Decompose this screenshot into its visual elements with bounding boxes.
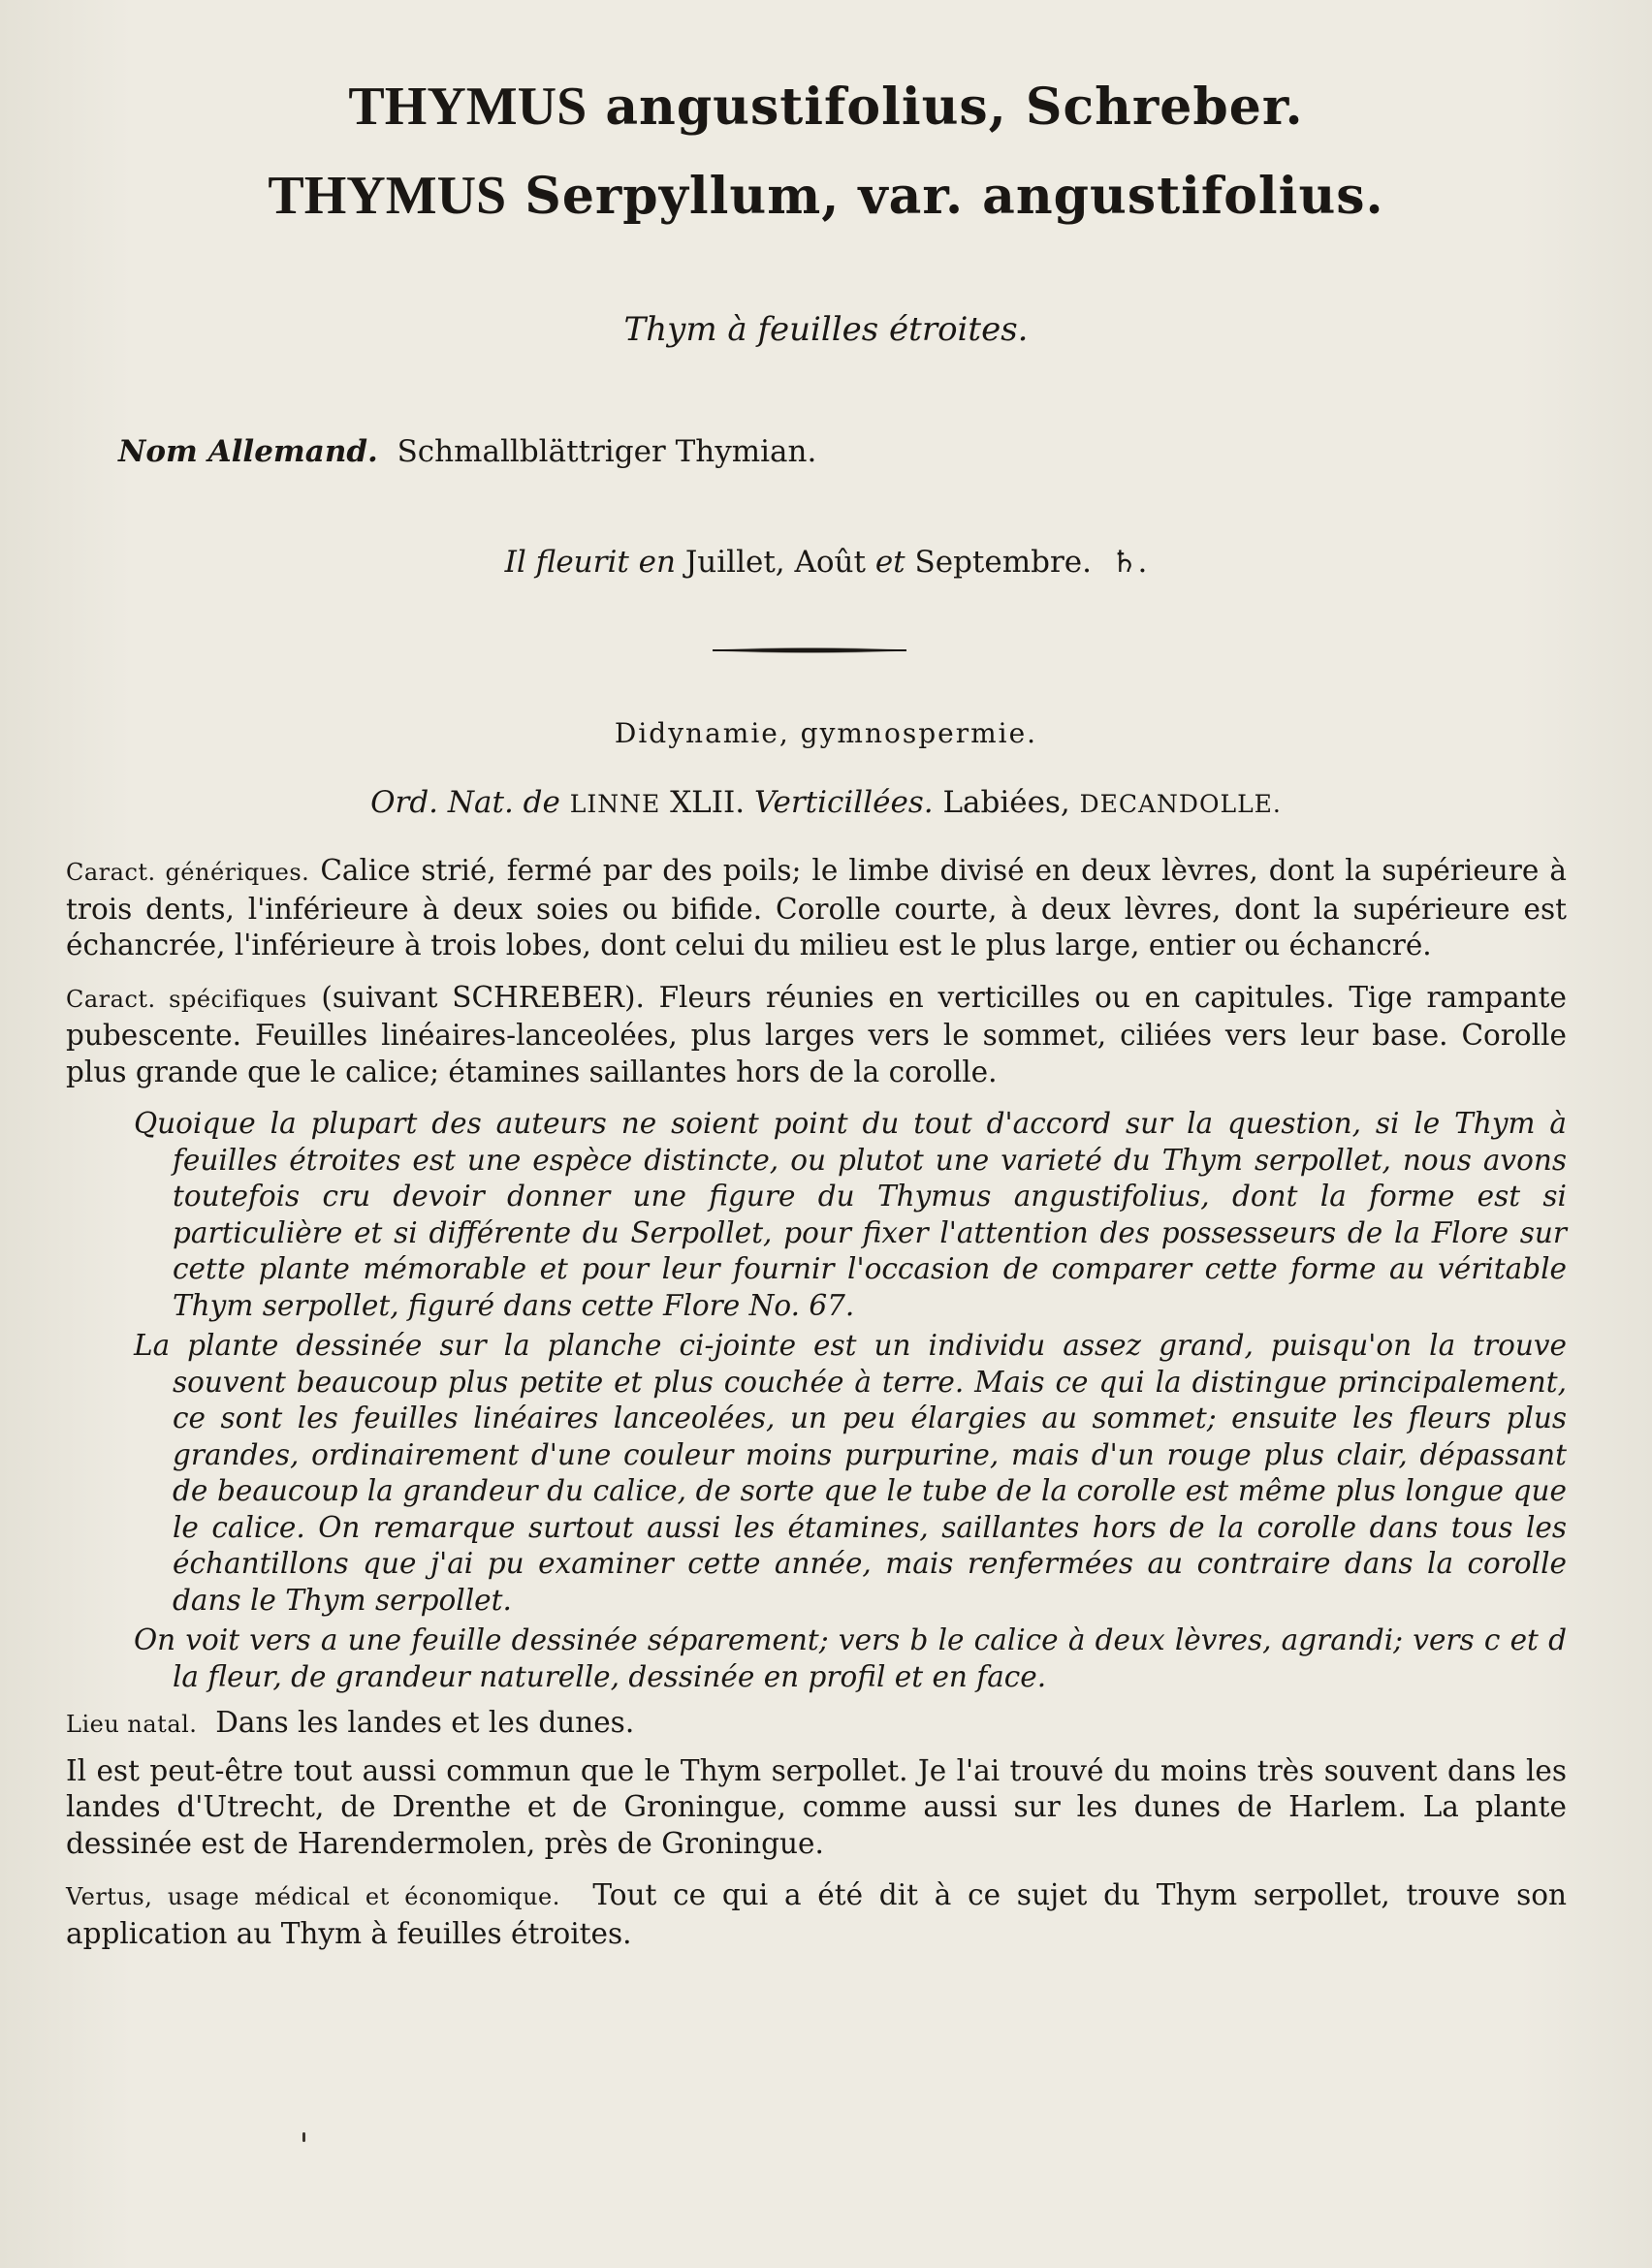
print-speck: [302, 2132, 305, 2142]
common-name: Thym à feuilles étroites.: [623, 310, 1029, 349]
german-name-value: Schmallblättriger Thymian.: [397, 434, 817, 469]
habitat-label: Lieu natal.: [66, 1711, 198, 1738]
virtues-text: Tout ce qui a été dit à ce sujet du Thym serpollet, trouve son application au Thym à feuilles étroites.: [66, 1878, 1567, 1950]
observation-paragraph-1: Quoique la plupart des auteurs ne soient point du tout d'accord sur la question, si le Thym à feuilles étroites est une espèce distincte, ou plutot une varieté du Thym serpollet, nous avons toutefois cru devoir donner une figure du Thymus angustifolius, dont la forme est si particulière et si différente du Serpollet, pour fixer l'attention des possesseurs de la Flore sur cette plante mémorable et pour leur fournir l'occasion de comparer cette forme au véritable Thym serpollet, figuré dans cette Flore No. 67.: [134, 1107, 1567, 1322]
observation-paragraph-3: On voit vers a une feuille dessinée séparement; vers b le calice à deux lèvres, agrandi; vers c et d la fleur, de grandeur naturelle, dessinée en profil et en face.: [134, 1623, 1567, 1693]
habitat-text: Dans les landes et les dunes.: [215, 1706, 635, 1739]
habitat: [66, 1705, 1567, 1744]
observation-paragraph-2: La plante dessinée sur la planche ci-jointe est un individu assez grand, puisqu'on la trouve souvent beaucoup plus petite et plus couchée à terre. Mais ce qui la distingue principalement, ce sont les feuilles linéaires lanceolées, un peu élargies au sommet; ensuite les fleurs plus grandes, ordinairement d'une couleur moins purpurine, mais d'un rouge plus clair, dépassant de beaucoup la grandeur du calice, de sorte que le tube de la corolle est même plus longue que le calice. On remarque surtout aussi les étamines, saillantes hors de la corolle dans tous les échantillons que j'ai pu examiner cette année, mais renfermées au contraire dans la corolle dans le Thym serpollet.: [134, 1329, 1567, 1617]
specific-text: Fleurs réunies en verticilles ou en capitules. Tige rampante pubescente. Feuilles linéaires-lanceolées, plus larges vers le sommet, ciliées vers leur base. Corolle plus grande que le calice; étamines saillantes hors de la corolle.: [66, 980, 1567, 1088]
order-number: XLII.: [670, 785, 746, 820]
german-name-label: Nom Allemand.: [118, 434, 378, 469]
habitat-detail: Il est peut-être tout aussi commun que le Thym serpollet. Je l'ai trouvé du moins très souvent dans les landes d'Utrecht, de Drenthe et de Groningue, comme aussi sur les dunes de Harlem. La plante dessinée est de Harendermolen, près de Groningue.: [66, 1753, 1567, 1860]
specific-characters: [66, 980, 1567, 1091]
virtues-label: Vertus, usage médical et économique.: [66, 1883, 560, 1910]
generic-characters: [66, 853, 1567, 964]
german-name: [118, 434, 816, 469]
description-body: [66, 853, 1567, 1968]
virtues: [66, 1877, 1567, 1952]
flowering-et: et: [874, 545, 905, 580]
linnaean-classification: Didynamie, gymnospermie.: [614, 717, 1038, 749]
order-verticillees: Verticillées.: [753, 785, 934, 820]
title-genus-1: THYMUS: [348, 77, 588, 137]
generic-label: Caract. génériques.: [66, 859, 310, 886]
specific-source: (suivant SCHREBER).: [321, 980, 645, 1014]
title-species-2: Serpyllum, var. angustifolius.: [506, 167, 1384, 226]
order-prefix: Ord. Nat. de: [370, 785, 560, 820]
flowering-prefix: Il fleurit en: [504, 545, 676, 580]
title-species-1: angustifolius, Schreber.: [587, 78, 1304, 137]
order-labiees: Labiées,: [942, 785, 1070, 820]
flowering-period: [0, 545, 1652, 580]
title-line-2: [0, 165, 1652, 227]
decorative-rule-swell: [713, 647, 906, 653]
order-decandolle: DECANDOLLE.: [1079, 790, 1282, 818]
title-genus-2: THYMUS: [268, 166, 507, 226]
flowering-months-b: Septembre.: [914, 545, 1092, 580]
generic-text: Calice strié, fermé par des poils; le limbe divisé en deux lèvres, dont la supérieure à trois dents, l'inférieure à deux soies ou bifide. Corolle courte, à deux lèvres, dont la supérieure est échancrée, l'inférieure à trois lobes, dont celui du milieu est le plus large, entier ou échancré.: [66, 854, 1567, 961]
specific-label: Caract. spécifiques: [66, 985, 307, 1013]
perennial-symbol: ♄.: [1110, 545, 1148, 580]
natural-order: [0, 785, 1652, 820]
flowering-months-a: Juillet, Août: [684, 545, 866, 580]
order-linne: LINNE: [569, 790, 661, 818]
title-line-1: [0, 76, 1652, 138]
